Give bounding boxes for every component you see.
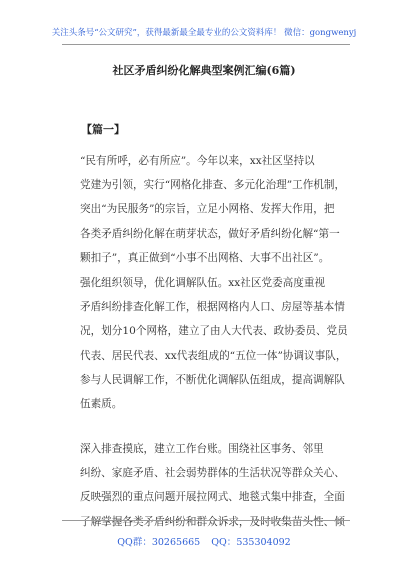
paragraph-line: 代表、居民代表、xx代表组成的“五位一体”协调议事队， (80, 349, 347, 362)
paragraph-line: 深入排查摸底，建立工作台账。围绕社区事务、邻里 (80, 443, 324, 455)
document-title: 社区矛盾纠纷化解典型案例汇编(6篇) (112, 64, 296, 77)
footer-divider (62, 520, 350, 521)
qq-group-number: 30265665 (151, 537, 201, 548)
footer-contact (0, 534, 408, 548)
paragraph-line: 各类矛盾纠纷化解在萌芽状态，做好矛盾纠纷化解“第一 (80, 227, 340, 240)
qq-number: 535304092 (236, 537, 291, 548)
qq-contact[interactable] (211, 537, 290, 548)
paragraph-line: 况，划分10个网格，建立了由人大代表、政协委员、党员 (80, 325, 348, 338)
qq-group-label: QQ群： (117, 537, 152, 548)
qq-group-contact[interactable] (117, 537, 200, 548)
paragraph-line: “民有所呼，必有所应”。今年以来，xx社区坚持以 (80, 155, 315, 167)
header-banner[interactable]: 关注头条号“公文研究”，获得最新最全最专业的公文资料库！ 微信：gongwenyj (51, 28, 357, 38)
paragraph-2 (80, 271, 350, 416)
section-heading: 【篇一】 (81, 123, 125, 136)
paragraph-1 (80, 149, 350, 270)
paragraph-line: 党建为引领，实行“网格化排查、多元化治理”工作机制， (80, 179, 346, 192)
paragraph-line: 参与人民调解工作，不断优化调解队伍组成，提高调解队 (80, 373, 345, 386)
paragraph-line: 突出“为民服务”的宗旨，立足小网格、发挥大作用，把 (80, 203, 335, 216)
header-divider (62, 44, 350, 45)
paragraph-line: 伍素质。 (80, 398, 123, 411)
paragraph-line: 纠纷、家庭矛盾、社会弱势群体的生活状况等群众关心、 (80, 467, 345, 480)
qq-label: QQ： (211, 537, 237, 548)
paragraph-line: 颗扣子”，真正做到“小事不出网格、大事不出社区”。 (80, 251, 330, 264)
paragraph-line: 矛盾纠纷排查化解工作，根据网格内人口、房屋等基本情 (80, 301, 345, 314)
paragraph-line: 了解掌握各类矛盾纠纷和群众诉求，及时收集苗头性、倾 (80, 515, 345, 528)
paragraph-line: 反映强烈的重点问题开展拉网式、地毯式集中排查，全面 (80, 491, 345, 504)
paragraph-line: 强化组织领导，优化调解队伍。xx社区党委高度重视 (80, 277, 326, 289)
